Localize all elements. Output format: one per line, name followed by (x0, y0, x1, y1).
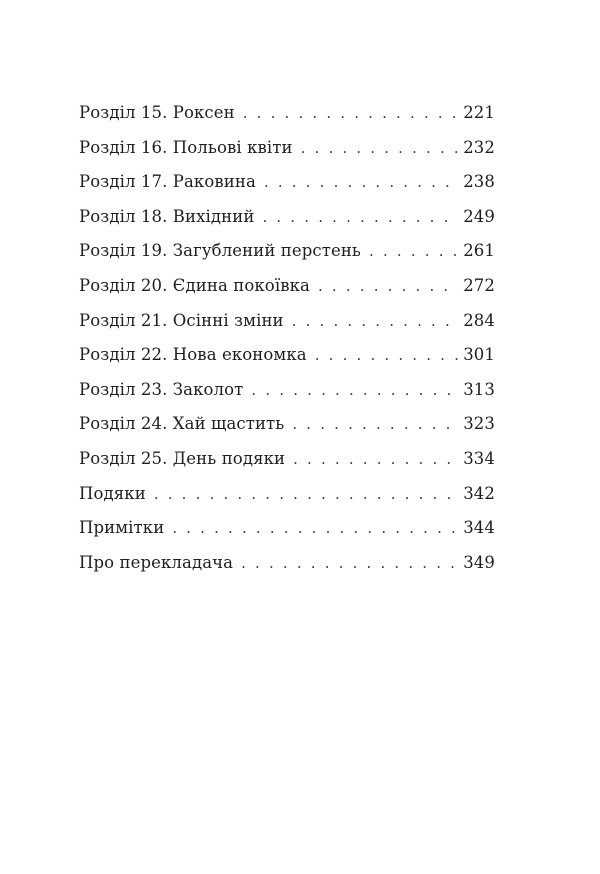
toc-entry (79, 276, 495, 311)
toc-entry-page: 334 (463, 448, 495, 468)
toc-dot-leader (154, 485, 459, 503)
toc-entry-page: 301 (463, 345, 495, 365)
toc-entry (79, 207, 495, 242)
toc-entry-title: Розділ 19. Загублений перстень (79, 241, 362, 261)
toc-entry (79, 172, 495, 207)
toc-entry-title: Подяки (79, 483, 146, 503)
toc-entry-title: Розділ 25. День подяки (79, 448, 286, 468)
table-of-contents (79, 103, 495, 587)
toc-entry (79, 414, 495, 449)
toc-entry-page: 272 (463, 275, 495, 295)
toc-entry-title: Розділ 17. Раковина (79, 172, 256, 192)
toc-entry-page: 249 (463, 206, 495, 226)
toc-entry (79, 345, 495, 380)
toc-entry-title: Про перекладача (79, 552, 234, 572)
toc-dot-leader (293, 450, 459, 468)
toc-dot-leader (292, 312, 460, 330)
toc-entry (79, 518, 495, 553)
toc-entry-title: Розділ 23. Заколот (79, 379, 244, 399)
toc-entry-page: 349 (463, 552, 495, 572)
toc-entry-page: 313 (463, 379, 495, 399)
toc-dot-leader (315, 346, 459, 364)
toc-entry (79, 311, 495, 346)
toc-entry (79, 553, 495, 588)
toc-entry-title: Розділ 16. Польові квіти (79, 137, 293, 157)
toc-entry-title: Розділ 18. Вихідний (79, 206, 255, 226)
toc-dot-leader (251, 381, 459, 399)
toc-entry-page: 261 (463, 241, 495, 261)
toc-entry-page: 221 (463, 103, 495, 122)
toc-entry (79, 241, 495, 276)
toc-entry-title: Розділ 15. Роксен (79, 103, 235, 122)
toc-entry-page: 323 (463, 414, 495, 434)
toc-entry-page: 342 (463, 483, 495, 503)
toc-dot-leader (243, 104, 459, 122)
toc-dot-leader (292, 415, 459, 433)
toc-dot-leader (241, 554, 459, 572)
toc-entry-page: 344 (463, 518, 495, 538)
toc-dot-leader (301, 139, 460, 157)
toc-entry (79, 103, 495, 138)
toc-entry-title: Розділ 20. Єдина покоївка (79, 275, 310, 295)
toc-entry-page: 238 (463, 172, 495, 192)
toc-entry (79, 449, 495, 484)
toc-dot-leader (262, 208, 459, 226)
toc-dot-leader (318, 277, 459, 295)
toc-entry-page: 232 (463, 137, 495, 157)
toc-entry-title: Розділ 21. Осінні зміни (79, 310, 284, 330)
toc-dot-leader (172, 519, 459, 537)
toc-entry (79, 380, 495, 415)
toc-entry (79, 484, 495, 519)
toc-dot-leader (369, 242, 459, 260)
toc-entry-title: Розділ 24. Хай щастить (79, 414, 285, 434)
toc-entry (79, 138, 495, 173)
toc-dot-leader (264, 173, 459, 191)
toc-entry-page: 284 (463, 310, 495, 330)
toc-entry-title: Примітки (79, 518, 165, 538)
toc-entry-title: Розділ 22. Нова економка (79, 345, 307, 365)
